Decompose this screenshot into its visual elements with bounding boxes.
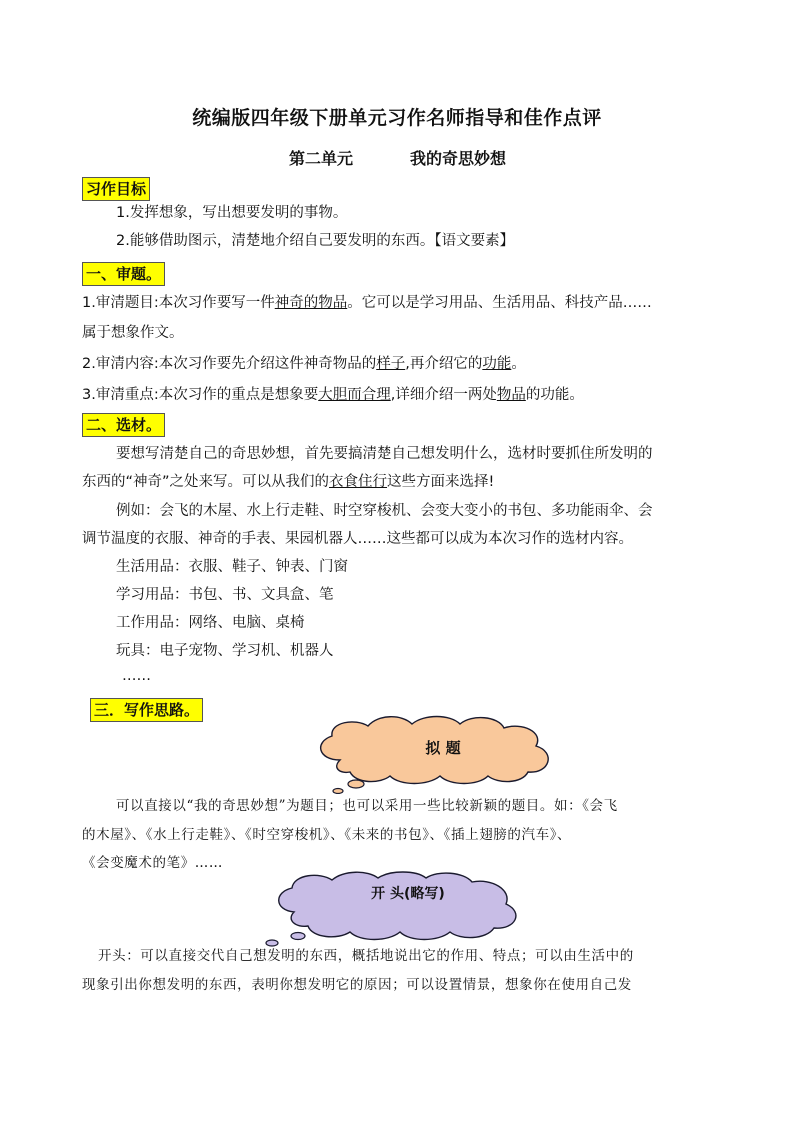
title-cloud-label: 拟 题 <box>425 739 461 757</box>
review-p3: 3.审清重点:本次习作的重点是想象要大胆而合理,详细介绍一两处物品的功能。 <box>82 387 584 403</box>
review-p1-cont: 属于想象作文。 <box>82 325 184 341</box>
material-line-3: 例如：会飞的木屋、水上行走鞋、时空穿梭机、会变大变小的书包、多功能雨伞、会 <box>116 503 653 519</box>
cloud2-text-2: 现象引出你想发明的东西，表明你想发明它的原因；可以设置情景，想象你在使用自己发 <box>82 977 632 993</box>
approach-label: 三．写作思路。 <box>90 698 203 722</box>
goal-item-2: 2.能够借助图示，清楚地介绍自己要发明的东西。【语文要素】 <box>116 233 515 249</box>
material-line-4: 调节温度的衣服、神奇的手表、果园机器人……这些都可以成为本次习作的选材内容。 <box>82 531 633 547</box>
category-study: 学习用品：书包、书、文具盒、笔 <box>116 587 334 603</box>
cloud2-text-1: 开头：可以直接交代自己想发明的东西，概括地说出它的作用、特点；可以由生活中的 <box>98 948 634 964</box>
unit-heading: 第二单元 <box>289 149 354 168</box>
cloud1-text-1: 可以直接以“我的奇思妙想”为题目；也可以采用一些比较新颖的题目。如：《会飞 <box>116 798 618 814</box>
opening-cloud-icon <box>258 868 536 948</box>
goals-label: 习作目标 <box>82 177 150 201</box>
material-label: 二、选材。 <box>82 413 165 437</box>
review-p1: 1.审清题目:本次习作要写一件神奇的物品。它可以是学习用品、生活用品、科技产品…… <box>82 295 652 311</box>
category-toys: 玩具：电子宠物、学习机、机器人 <box>116 643 334 659</box>
cloud1-text-3: 《会变魔术的笔》…… <box>82 855 223 871</box>
category-life: 生活用品：衣服、鞋子、钟表、门窗 <box>116 559 348 575</box>
material-line-2: 东西的“神奇”之处来写。可以从我们的衣食住行这些方面来选择! <box>82 474 495 490</box>
title-cloud-icon <box>300 712 570 794</box>
opening-cloud-label: 开 头(略写) <box>371 886 445 902</box>
topic-heading: 我的奇思妙想 <box>410 149 507 168</box>
goal-item-1: 1.发挥想象，写出想要发明的事物。 <box>116 205 348 221</box>
material-line-1: 要想写清楚自己的奇思妙想，首先要搞清楚自己想发明什么，选材时要抓住所发明的 <box>116 446 653 462</box>
category-work: 工作用品：网络、电脑、桌椅 <box>116 615 305 631</box>
review-label: 一、审题。 <box>82 262 165 286</box>
review-p2: 2.审清内容:本次习作要先介绍这件神奇物品的样子,再介绍它的功能。 <box>82 356 526 372</box>
category-ellipsis: …… <box>122 668 151 684</box>
cloud1-text-2: 的木屋》、《水上行走鞋》、《时空穿梭机》、《未来的书包》、《插上翅膀的汽车》、 <box>82 827 572 843</box>
document-title: 统编版四年级下册单元习作名师指导和佳作点评 <box>192 107 602 129</box>
